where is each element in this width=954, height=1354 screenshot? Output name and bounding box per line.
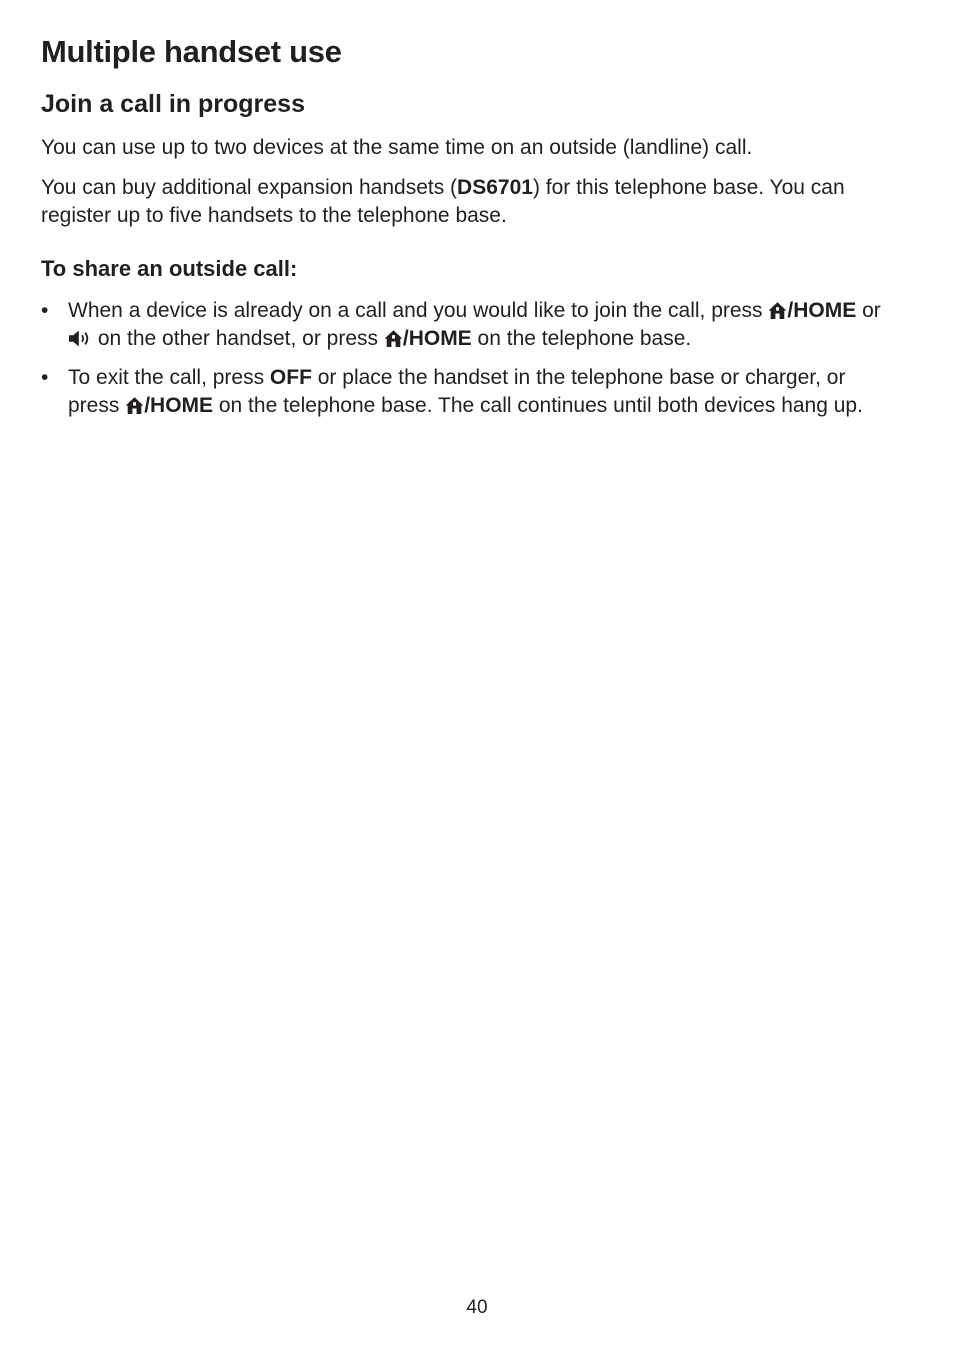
expansion-paragraph: You can buy additional expansion handsets (DS6701) for this telephone base. You can register up to five handsets to the telephone base. [41,176,845,227]
list-item: • To exit the call, press OFF or place the handset in the telephone base or charger, or press /HOME on the telephone base. The call continues until both devices hang up. [41,366,863,417]
home-key-label: /HOME [144,393,214,417]
home-icon [768,301,787,320]
home-icon [384,329,403,348]
section-title: Join a call in progress [41,90,305,118]
bullet-dot: • [41,366,49,389]
home-icon [125,396,144,415]
model-number: DS6701 [457,176,533,199]
bullet-dot: • [41,299,49,322]
subheading: To share an outside call: [41,256,298,281]
page-number: 40 [466,1297,488,1318]
off-key-label: OFF [269,366,312,389]
speaker-icon [68,329,92,348]
list-item: • When a device is already on a call and you would like to join the call, press /HOME or on the other handset, or press /HOME on the telephone base. [41,299,881,350]
intro-paragraph: You can use up to two devices at the same time on an outside (landline) call. [41,136,753,159]
home-key-label: /HOME [787,299,857,322]
home-key-label: /HOME [402,326,472,350]
page-title: Multiple handset use [41,34,342,69]
